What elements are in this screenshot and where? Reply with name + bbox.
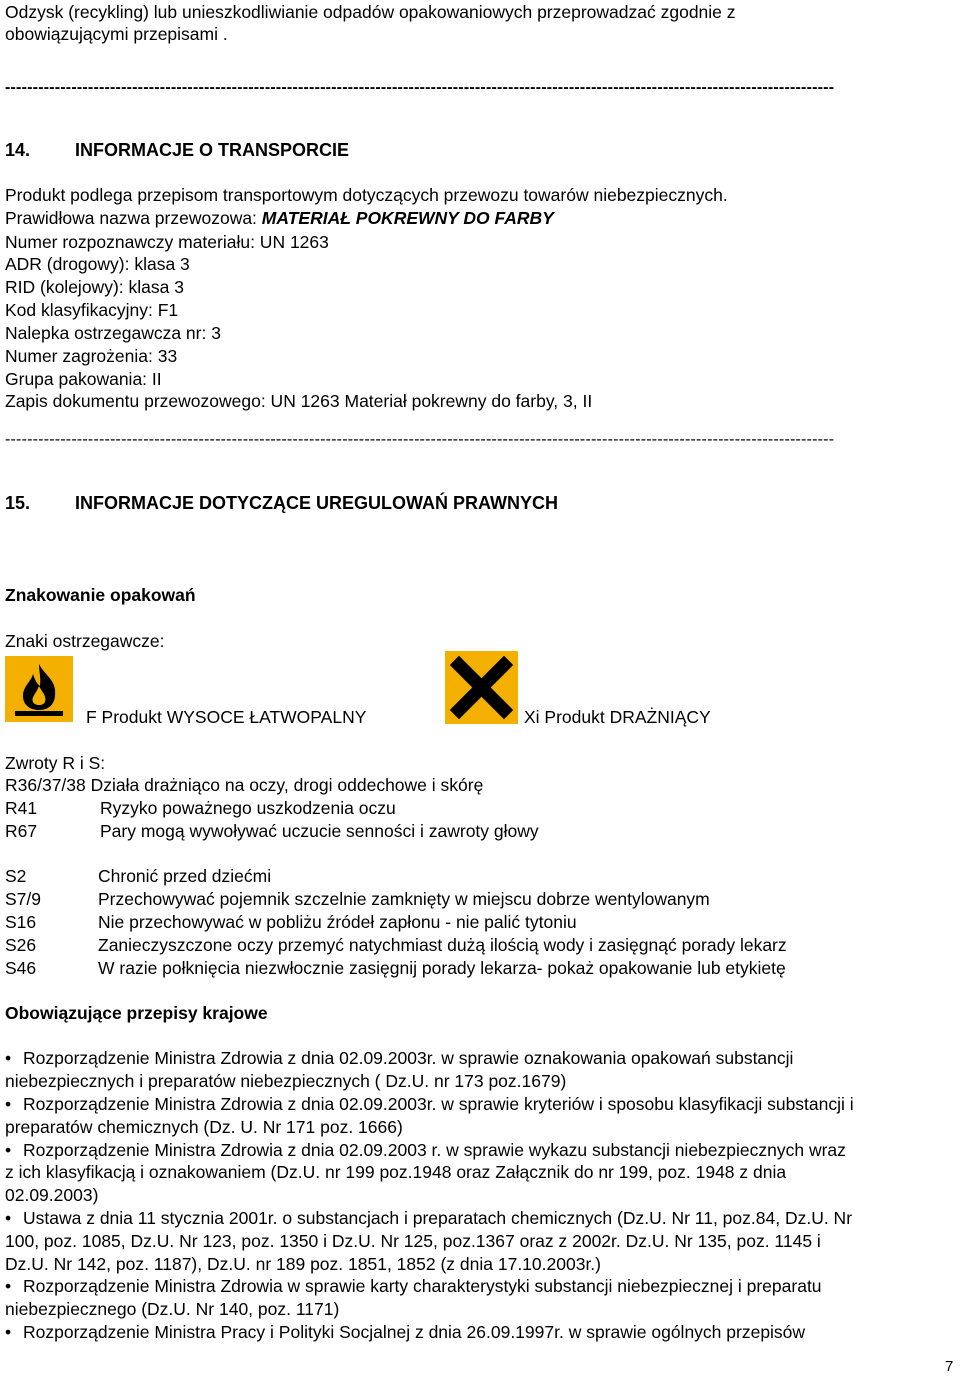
- r-phrase-text: Pary mogą wywoływać uczucie senności i zawroty głowy: [100, 821, 539, 841]
- irritant-pictogram: [445, 651, 518, 724]
- r-phrase-code: R36/37/38: [5, 775, 86, 795]
- s-phrase-text: Chronić przed dziećmi: [98, 866, 272, 886]
- s-phrase-text: Nie przechowywać w pobliżu źródeł zapłonu - nie palić tytoniu: [98, 912, 577, 932]
- s-phrase-text: Zanieczyszczone oczy przemyć natychmiast dużą ilością wody i zasięgnąć porady lekarz: [98, 935, 787, 955]
- flammable-pictogram: [5, 656, 73, 722]
- s-phrase-code: S46: [5, 958, 37, 978]
- bullet-icon: •: [5, 1048, 12, 1068]
- r-phrase-text: Ryzyko poważnego uszkodzenia oczu: [100, 798, 396, 818]
- flame-icon: [5, 656, 73, 722]
- section-14-number: 14.: [5, 140, 31, 160]
- s-phrase-text: W razie połknięcia niezwłocznie zasięgnij porady lekarza- pokaż opakowanie lub etykietę: [98, 958, 786, 978]
- regulation-item: • Rozporządzenie Ministra Zdrowia z dnia 02.09.2003r. w sprawie kryteriów i sposobu klasyfikacji substancji i: [5, 1094, 854, 1114]
- transport-line: Numer rozpoznawczy materiału: UN 1263: [5, 232, 329, 252]
- intro-line-1: Odzysk (recykling) lub unieszkodliwianie odpadów opakowaniowych przeprowadzać zgodnie z: [5, 2, 736, 22]
- regulation-item: • Rozporządzenie Ministra Zdrowia z dnia 02.09.2003 r. w sprawie wykazu substancji niebezpiecznych wraz: [5, 1140, 846, 1160]
- regulation-item: • Rozporządzenie Ministra Zdrowia z dnia 02.09.2003r. w sprawie oznakowania opakowań substancji: [5, 1048, 794, 1068]
- s-phrase-code: S26: [5, 935, 37, 955]
- r-phrase-row: [5, 775, 483, 796]
- warning-signs-label: Znaki ostrzegawcze:: [5, 631, 165, 651]
- regulation-item: • Rozporządzenie Ministra Pracy i Polityki Socjalnej z dnia 26.09.1997r. w sprawie ogólnych przepisów: [5, 1322, 806, 1342]
- transport-line: Grupa pakowania: II: [5, 369, 162, 389]
- shipping-name-line: [5, 207, 554, 229]
- s-phrase-text: Przechowywać pojemnik szczelnie zamknięty w miejscu dobrze wentylowanym: [98, 889, 710, 909]
- separator-middle: ------------------------------------------------------------------------------------------------------------------------------------------------------: [5, 431, 835, 448]
- section-14-title: INFORMACJE O TRANSPORCIE: [75, 140, 350, 160]
- regulation-continuation: z ich klasyfikacją i oznakowaniem (Dz.U. nr 199 poz.1948 oraz Załącznik do nr 199, poz. 1948 z dnia: [5, 1162, 787, 1182]
- regulation-continuation: Dz.U. Nr 142, poz. 1187), Dz.U. nr 189 poz. 1851, 1852 (z dnia 17.10.2003r.): [5, 1254, 601, 1274]
- bullet-icon: •: [5, 1094, 12, 1114]
- r-phrase-code: R67: [5, 821, 38, 841]
- section-15-title: INFORMACJE DOTYCZĄCE UREGULOWAŃ PRAWNYCH: [75, 493, 559, 513]
- regulation-item: • Ustawa z dnia 11 stycznia 2001r. o substancjach i preparatach chemicznych (Dz.U. Nr 11, poz.84, Dz.U. Nr: [5, 1208, 853, 1228]
- shipping-name-label: Prawidłowa nazwa przewozowa:: [5, 208, 262, 228]
- transport-line: Numer zagrożenia: 33: [5, 346, 178, 366]
- transport-line: Kod klasyfikacyjny: F1: [5, 300, 179, 320]
- regulation-continuation: 02.09.2003): [5, 1185, 99, 1205]
- bullet-icon: •: [5, 1322, 12, 1342]
- transport-line: Zapis dokumentu przewozowego: UN 1263 Materiał pokrewny do farby, 3, II: [5, 391, 593, 411]
- pictogram-2-label: Xi Produkt DRAŻNIĄCY: [524, 707, 711, 727]
- pictogram-1-label: F Produkt WYSOCE ŁATWOPALNY: [86, 707, 367, 727]
- transport-line: ADR (drogowy): klasa 3: [5, 254, 190, 274]
- regulation-continuation: 100, poz. 1085, Dz.U. Nr 123, poz. 1350 i Dz.U. Nr 125, poz.1367 oraz z 2002r. Dz.U. Nr 135, poz. 1145 i: [5, 1231, 821, 1251]
- intro-line-2: obowiązującymi przepisami .: [5, 24, 228, 44]
- regulations-heading: Obowiązujące przepisy krajowe: [5, 1003, 268, 1023]
- r-phrase-text: Działa drażniąco na oczy, drogi oddechowe i skórę: [90, 775, 484, 795]
- s-phrase-code: S2: [5, 866, 27, 886]
- phrases-heading: Zwroty R i S:: [5, 753, 106, 773]
- transport-line: RID (kolejowy): klasa 3: [5, 277, 184, 297]
- bullet-icon: •: [5, 1276, 12, 1296]
- s-phrase-code: S7/9: [5, 889, 41, 909]
- regulation-continuation: niebezpiecznego (Dz.U. Nr 140, poz. 1171): [5, 1299, 340, 1319]
- saltire-x-icon: [445, 651, 518, 724]
- section-14-intro: Produkt podlega przepisom transportowym dotyczących przewozu towarów niebezpiecznych.: [5, 185, 728, 205]
- bullet-icon: •: [5, 1208, 12, 1228]
- regulation-continuation: preparatów chemicznych (Dz. U. Nr 171 poz. 1666): [5, 1117, 403, 1137]
- labeling-heading: Znakowanie opakowań: [5, 585, 196, 605]
- page-number: 7: [945, 1358, 954, 1375]
- transport-line: Nalepka ostrzegawcza nr: 3: [5, 323, 221, 343]
- r-phrase-code: R41: [5, 798, 38, 818]
- regulation-item: • Rozporządzenie Ministra Zdrowia w sprawie karty charakterystyki substancji niebezpiecznej i preparatu: [5, 1276, 822, 1296]
- shipping-name-value: MATERIAŁ POKREWNY DO FARBY: [261, 208, 554, 228]
- section-15-number: 15.: [5, 493, 31, 513]
- separator-top: ------------------------------------------------------------------------------------------------------------------------------------------------------: [5, 79, 835, 96]
- bullet-icon: •: [5, 1140, 12, 1160]
- s-phrase-code: S16: [5, 912, 37, 932]
- regulation-continuation: niebezpiecznych i preparatów niebezpiecznych ( Dz.U. nr 173 poz.1679): [5, 1071, 567, 1091]
